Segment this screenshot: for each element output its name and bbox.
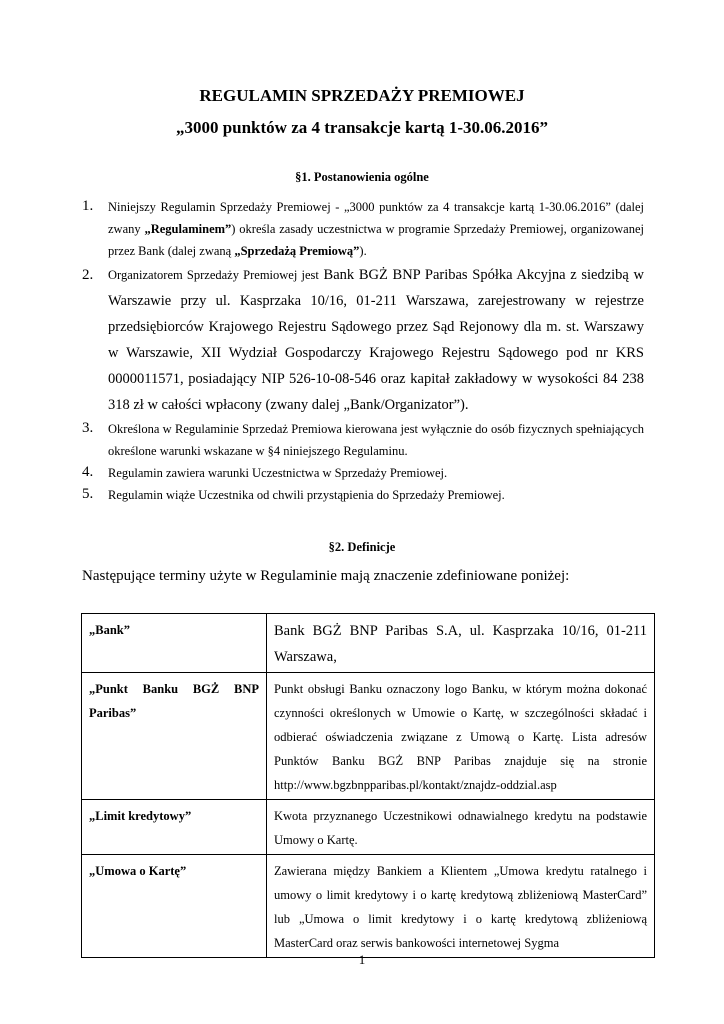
section-1-list	[82, 196, 644, 506]
list-item-number: 2.	[82, 267, 94, 283]
section-2-heading: §2. Definicje	[328, 540, 396, 554]
document-title: REGULAMIN SPRZEDAŻY PREMIOWEJ	[199, 86, 525, 105]
table-row	[82, 855, 655, 958]
list-item-text: ) określa zasady uczestnictwa w programie Sprzedaży Premiowej, organizowanej przez Bank (dalej zwaną	[108, 222, 645, 258]
list-item-text: ).	[359, 244, 367, 258]
definition-term: „Punkt Banku BGŻ BNP Paribas”	[82, 673, 267, 800]
list-item	[82, 196, 644, 262]
list-item	[82, 262, 644, 418]
list-item-number: 3.	[82, 420, 94, 436]
table-row	[82, 673, 655, 800]
list-item-bold-term: „Sprzedażą Premiową”	[234, 244, 360, 258]
document-subtitle: „3000 punktów za 4 transakcje kartą 1-30.06.2016”	[175, 118, 549, 137]
table-row	[82, 614, 655, 673]
section-1-heading: §1. Postanowienia ogólne	[295, 170, 429, 184]
table-row	[82, 800, 655, 855]
list-item-text: Organizatorem Sprzedaży Premiowej jest	[108, 268, 319, 282]
list-item	[82, 484, 644, 506]
list-item-text: Regulamin wiąże Uczestnika od chwili przystąpienia do Sprzedaży Premiowej.	[108, 488, 505, 502]
definitions-intro: Następujące terminy użyte w Regulaminie mają znaczenie zdefiniowane poniżej:	[82, 568, 570, 584]
list-item-text: Niniejszy Regulamin Sprzedaży Premiowej - „3000 punktów za 4 transakcje kartą 1-30.06.2016” (dalej zwany	[108, 200, 644, 236]
definition-term: „Bank”	[82, 614, 267, 673]
page-number: 1	[358, 952, 366, 967]
list-item-text: Regulamin zawiera warunki Uczestnictwa w Sprzedaży Premiowej.	[108, 466, 448, 480]
definition-term: „Limit kredytowy”	[82, 800, 267, 855]
list-item-text: Określona w Regulaminie Sprzedaż Premiowa kierowana jest wyłącznie do osób fizycznych spełniających określone warunki wskazane w §4 niniejszego Regulaminu.	[108, 422, 644, 458]
list-item-bold-term: „Regulaminem”	[144, 222, 232, 236]
list-item-number: 1.	[82, 198, 94, 214]
definition-term: „Umowa o Kartę”	[82, 855, 267, 958]
definition-text: Kwota przyznanego Uczestnikowi odnawialnego kredytu na podstawie Umowy o Kartę.	[267, 800, 655, 855]
list-item-number: 4.	[82, 464, 94, 480]
definition-text: Punkt obsługi Banku oznaczony logo Banku, w którym można dokonać czynności określonych w Umowie o Kartę, w szczególności składać i odbierać oświadczenia związane z Umową o Kartę. Lista adresów Punktów Banku BGŻ BNP Paribas znajduje się na stronie http://www.bgzbnpparibas.pl/kontakt/znajdz-oddzial.asp	[267, 673, 655, 800]
list-item-text: Bank BGŻ BNP Paribas Spółka Akcyjna z siedzibą w Warszawie przy ul. Kasprzaka 10/16, 01-211 Warszawa, zarejestrowany w rejestrze przedsiębiorców Krajowego Rejestru Sądowego przez Sąd Rejonowy dla m. st. Warszawy w Warszawie, XII Wydział Gospodarczy Krajowego Rejestru Sądowego pod nr KRS 0000011571, posiadający NIP 526-10-08-546 oraz kapitał zakładowy w wysokości 84 238 318 zł w całości wpłacony (zwany dalej „Bank/Organizator”).	[108, 267, 645, 413]
definitions-table	[81, 613, 655, 958]
list-item	[82, 418, 644, 462]
definition-text: Bank BGŻ BNP Paribas S.A, ul. Kasprzaka 10/16, 01-211 Warszawa,	[267, 614, 655, 673]
list-item	[82, 462, 644, 484]
list-item-number: 5.	[82, 486, 94, 502]
definition-text: Zawierana między Bankiem a Klientem „Umowa kredytu ratalnego i umowy o limit kredytowy i o kartę kredytową zbliżeniową MasterCard” lub „Umowa o limit kredytowy i o kartę kredytową zbliżeniową MasterCard oraz serwis bankowości internetowej Sygma	[267, 855, 655, 958]
